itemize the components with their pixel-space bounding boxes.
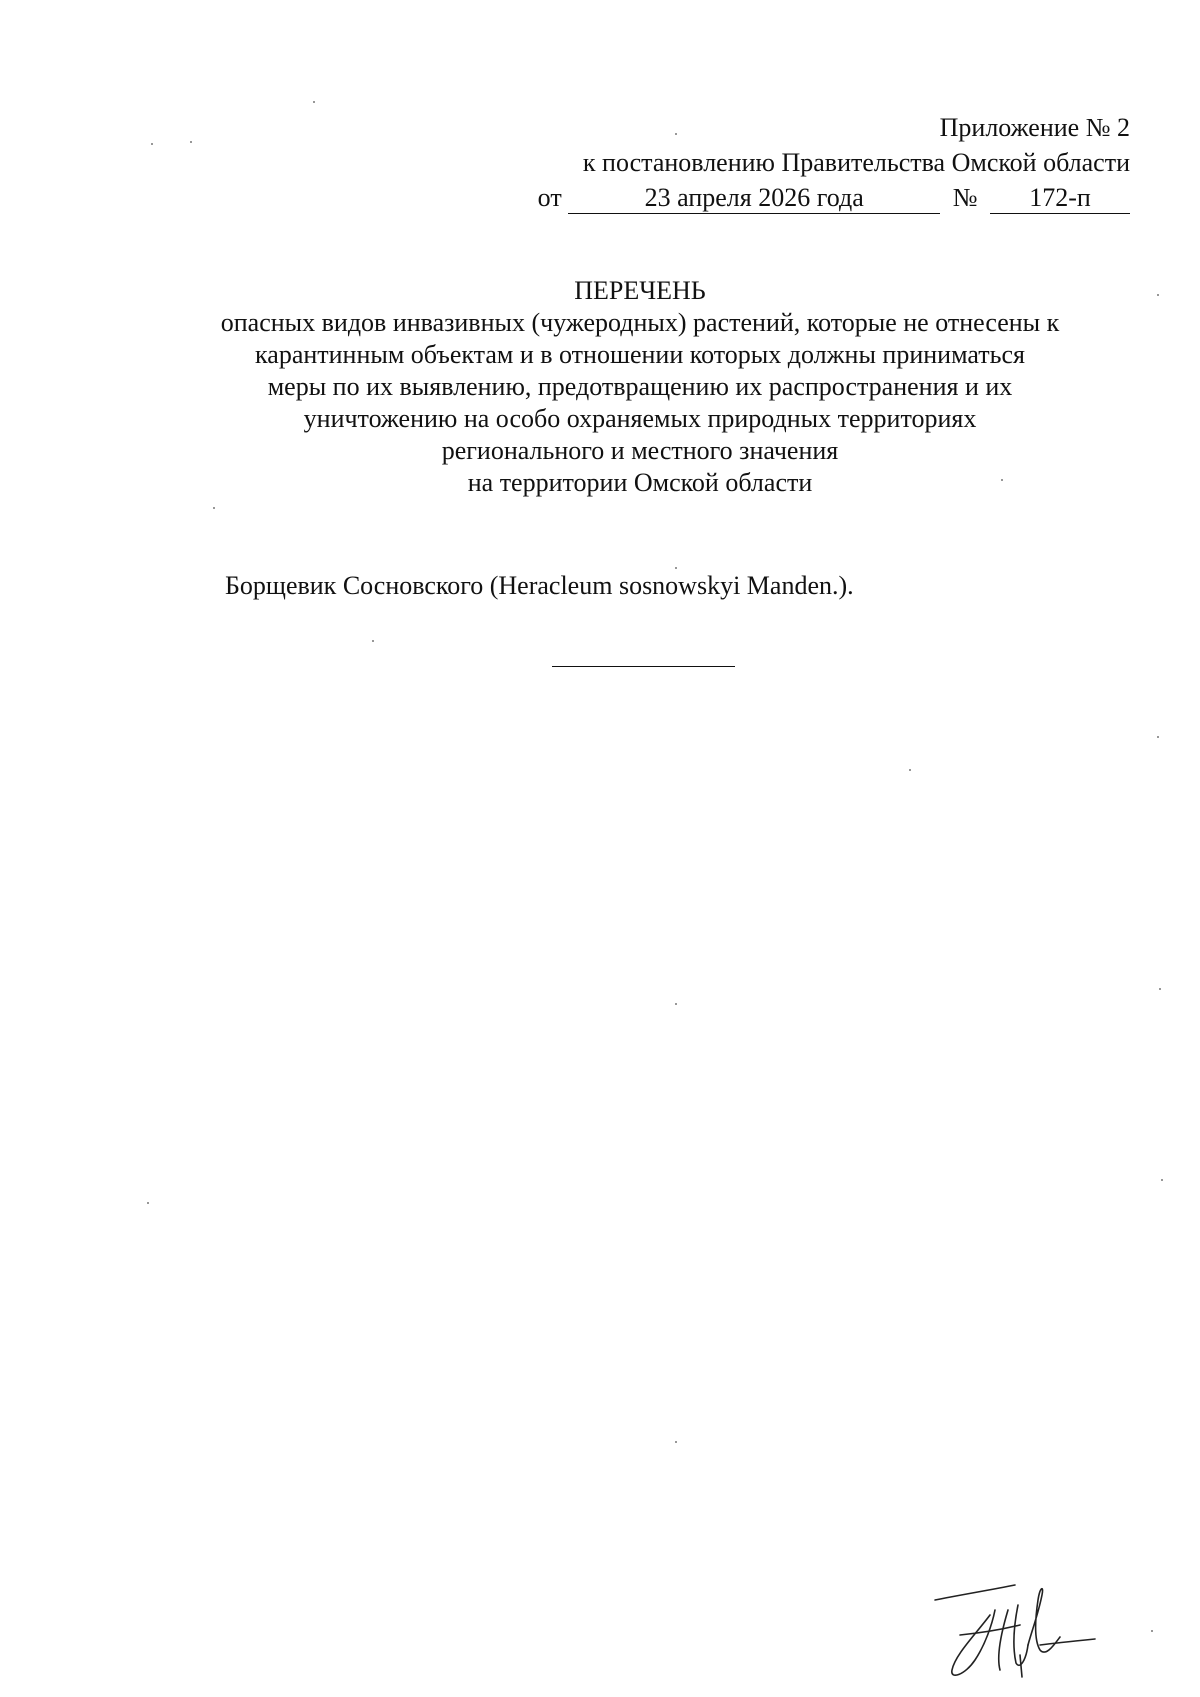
list-item: Борщевик Сосновского (Heracleum sosnowskyi Manden.). xyxy=(225,571,854,600)
scan-speck xyxy=(1001,479,1003,481)
list-subheading-line: регионального и местного значения xyxy=(441,436,839,465)
resolution-number: 172-п xyxy=(990,183,1130,214)
list-title-block xyxy=(120,275,1160,499)
appendix-date-line xyxy=(510,180,1130,215)
scan-speck xyxy=(909,769,911,771)
scan-speck xyxy=(675,133,677,135)
scan-speck xyxy=(1157,736,1159,738)
scan-speck xyxy=(1161,1179,1163,1181)
scan-speck xyxy=(675,1003,677,1005)
list-subheading-line: уничтожению на особо охраняемых природных территориях xyxy=(303,404,977,433)
from-label: от xyxy=(537,183,562,212)
scan-speck xyxy=(151,143,153,145)
scan-speck xyxy=(190,141,192,143)
closing-separator-line xyxy=(552,666,735,667)
scan-speck xyxy=(1157,294,1159,296)
appendix-subtitle: к постановлению Правительства Омской области xyxy=(582,148,1130,177)
scan-speck xyxy=(1159,988,1161,990)
appendix-header xyxy=(510,110,1130,215)
resolution-date: 23 апреля 2026 года xyxy=(568,183,940,214)
list-subheading-line: меры по их выявлению, предотвращению их распространения и их xyxy=(267,372,1013,401)
list-subheading-line: на территории Омской области xyxy=(467,468,813,497)
scan-speck xyxy=(372,640,374,642)
handwritten-signature-icon xyxy=(930,1575,1100,1685)
list-heading: ПЕРЕЧЕНЬ xyxy=(574,276,706,305)
list-subheading-line: карантинным объектам и в отношении которых должны приниматься xyxy=(255,340,1025,369)
appendix-title: Приложение № 2 xyxy=(939,113,1130,142)
scan-speck xyxy=(675,567,677,569)
scan-speck xyxy=(147,1202,149,1204)
scan-speck xyxy=(313,101,315,103)
scan-speck xyxy=(213,507,215,509)
number-label: № xyxy=(952,183,978,212)
scan-speck xyxy=(675,1441,677,1443)
list-subheading-line: опасных видов инвазивных (чужеродных) растений, которые не отнесены к xyxy=(220,308,1060,337)
scan-speck xyxy=(1151,1630,1153,1632)
